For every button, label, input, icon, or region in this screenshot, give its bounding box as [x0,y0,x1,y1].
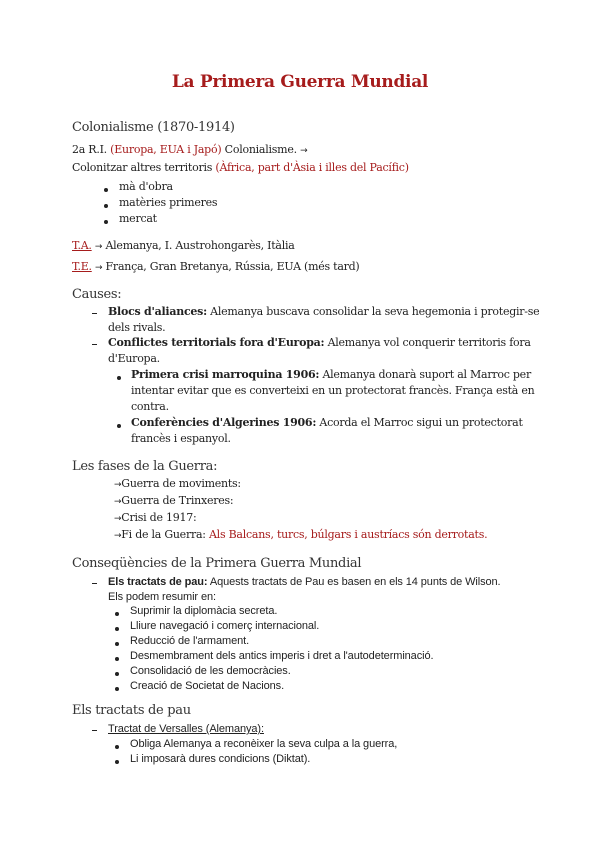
consequencies-item-line-1 [108,576,501,588]
colonialisme-bullet-1: mà d'obra [119,180,173,193]
bullet-icon [115,687,119,691]
arrow-right-icon: → [114,480,122,490]
dash-icon [92,583,97,584]
fase-4 [114,528,487,541]
bullet-icon [104,220,108,224]
colonialisme-bullet-2: matèries primeres [119,196,218,209]
line1-prefix: 2a R.I. [72,143,111,156]
colonialisme-bullet-3: mercat [119,212,157,225]
bullet-icon [115,760,119,764]
bullet-icon [117,376,121,380]
fase-2-text: Guerra de Trinxeres: [121,494,234,507]
heading-colonialisme: Colonialisme (1870-1914) [72,120,235,135]
alliance-te [72,260,359,273]
consequencia-3: Reducció de l'armament. [130,635,250,647]
line1-suffix: Colonialisme. [221,143,297,156]
colonialisme-line-2 [72,161,409,174]
bullet-icon [115,612,119,616]
bullet-icon [115,745,119,749]
consequencia-2: Lliure navegació i comerç internacional. [130,620,320,632]
line2-highlight: (Àfrica, part d'Àsia i illes del Pacífic) [215,161,409,174]
consequencies-item-line-2: Els podem resumir en: [108,591,216,603]
cause-2-title: Conflictes territorials fora d'Europa: [108,336,325,349]
cause-2-line-2: d'Europa. [108,352,160,365]
alliance-te-text: França, Gran Bretanya, Rússia, EUA (més tard) [105,260,360,273]
colonialisme-line-1 [72,143,307,156]
bullet-icon [117,424,121,428]
cause-2-text: Alemanya vol conquerir territoris fora [324,336,531,349]
arrow-right-icon: → [95,263,103,273]
dash-icon [92,313,97,314]
arrow-right-icon: → [114,497,122,507]
document-title: La Primera Guerra Mundial [171,72,429,92]
consequencia-5: Consolidació de les democràcies. [130,665,291,677]
alliance-ta-label: T.A. [72,239,92,252]
subcause-1-line-2: intentar evitar que es converteixi en un protectorat francès. França està en [131,384,535,397]
heading-tractats: Els tractats de pau [72,703,191,718]
cause-1-text: Alemanya buscava consolidar la seva hegemonia i protegir-se [206,305,540,318]
consequencia-4: Desmembrament dels antics imperis i dret a l'autodeterminació. [130,650,434,662]
tractat-bullet-2: Li imposarà dures condicions (Diktat). [130,753,311,765]
subcause-1-line-1 [131,368,531,381]
subcause-2-line-2: francès i espanyol. [131,432,231,445]
fase-3 [114,511,196,524]
dash-icon [92,344,97,345]
bullet-icon [104,204,108,208]
subcause-2-line-1 [131,416,523,429]
consequencia-6: Creació de Societat de Nacions. [130,680,285,692]
subcause-1-line-3: contra. [131,400,169,413]
subcause-2-title: Conferències d'Algerines 1906: [131,416,317,429]
arrow-right-icon: → [114,514,122,524]
line2-prefix: Colonitzar altres territoris [72,161,216,174]
bullet-icon [115,627,119,631]
alliance-ta [72,239,295,252]
consequencies-item-text: Aquests tractats de Pau es basen en els 14 punts de Wilson. [207,576,501,588]
arrow-right-icon: → [114,531,122,541]
bullet-icon [115,657,119,661]
heading-consequencies: Conseqüències de la Primera Guerra Mundial [72,556,362,571]
fase-4-highlight: Als Balcans, turcs, búlgars i austríacs són derrotats. [208,528,488,541]
cause-1-title: Blocs d'aliances: [108,305,207,318]
heading-fases: Les fases de la Guerra: [72,459,218,474]
consequencia-1: Suprimir la diplomàcia secreta. [130,605,278,617]
bullet-icon [115,672,119,676]
fase-3-text: Crisi de 1917: [121,511,197,524]
line1-highlight: (Europa, EUA i Japó) [110,143,222,156]
cause-2-line-1 [108,336,531,349]
fase-4-text: Fi de la Guerra: [121,528,209,541]
consequencies-item-title: Els tractats de pau: [108,576,208,588]
alliance-ta-text: Alemanya, I. Austrohongarès, Itàlia [105,239,295,252]
fase-1 [114,477,241,490]
bullet-icon [104,188,108,192]
fase-2 [114,494,233,507]
tractat-bullet-1: Obliga Alemanya a reconèixer la seva culpa a la guerra, [130,738,398,750]
bullet-icon [115,642,119,646]
alliance-te-label: T.E. [72,260,92,273]
tractat-versalles: Tractat de Versalles (Alemanya): [108,723,264,735]
arrow-right-icon: → [300,146,308,156]
dash-icon [92,730,97,731]
subcause-1-text: Alemanya donarà suport al Marroc per [319,368,531,381]
subcause-1-title: Primera crisi marroquina 1906: [131,368,320,381]
arrow-right-icon: → [94,242,103,252]
subcause-2-text: Acorda el Marroc sigui un protectorat [316,416,523,429]
fase-1-text: Guerra de moviments: [121,477,241,490]
cause-1-line-1 [108,305,539,318]
cause-1-line-2: dels rivals. [108,321,166,334]
heading-causes: Causes: [72,287,122,302]
